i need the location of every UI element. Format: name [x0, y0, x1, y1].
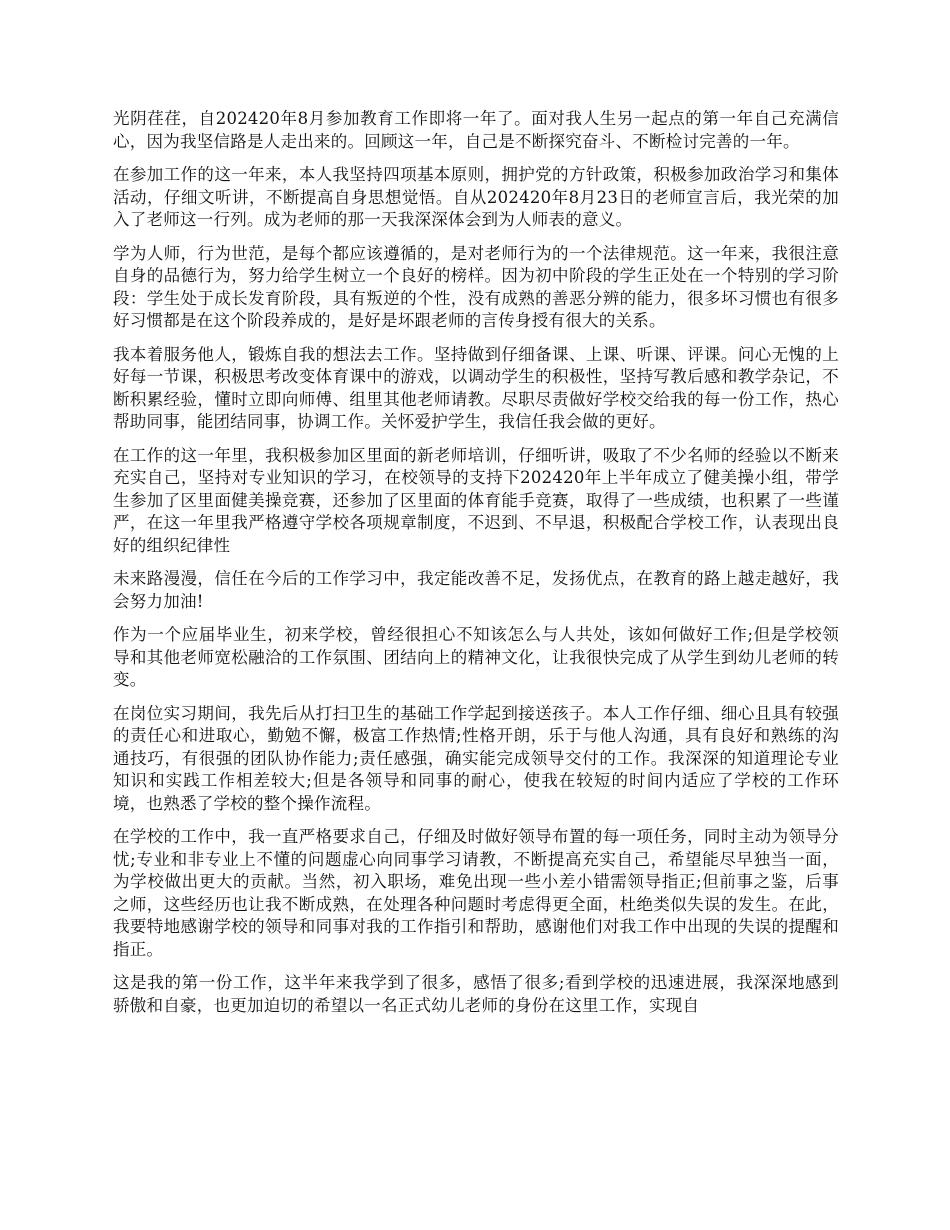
document-body	[113, 108, 839, 1028]
paragraph-1: 光阴荏荏，自202420年8月参加教育工作即将一年了。面对我人生另一起点的第一年自己充满信心，因为我坚信路是人走出来的。回顾这一年，自己是不断探究奋斗、不断检讨完善的一年。	[113, 109, 839, 151]
paragraph-3: 学为人师，行为世范，是每个都应该遵循的，是对老师行为的一个法律规范。这一年来，我很注意自身的品德行为，努力给学生树立一个良好的榜样。因为初中阶段的学生正处在一个特别的学习阶段：学生处于成长发育阶段，具有叛逆的个性，没有成熟的善恶分辨的能力，很多坏习惯也有很多好习惯都是在这个阶段养成的，是好是坏跟老师的言传身授有很大的关系。	[113, 243, 839, 330]
paragraph-7: 作为一个应届毕业生，初来学校，曾经很担心不知该怎么与人共处，该如何做好工作;但是学校领导和其他老师宽松融洽的工作氛围、团结向上的精神文化，让我很快完成了从学生到幼儿老师的转变。	[113, 625, 839, 689]
paragraph-4: 我本着服务他人，锻炼自我的想法去工作。坚持做到仔细备课、上课、听课、评课。问心无愧的上好每一节课，积极思考改变体育课中的游戏，以调动学生的积极性，坚持写教后感和教学杂记，不断积累经验，懂时立即向师傅、组里其他老师请教。尽职尽责做好学校交给我的每一份工作，热心帮助同事，能团结同事，协调工作。关怀爱护学生，我信任我会做的更好。	[113, 344, 839, 431]
paragraph-5: 在工作的这一年里，我积极参加区里面的新老师培训，仔细听讲，吸取了不少名师的经验以不断来充实自己，坚持对专业知识的学习，在校领导的支持下202420年上半年成立了健美操小组，带学生参加了区里面健美操竞赛，还参加了区里面的体育能手竞赛，取得了一些成绩，也积累了一些谨严，在这一年里我严格遵守学校各项规章制度，不迟到、不早退，积极配合学校工作，认表现出良好的组织纪律性	[113, 445, 839, 555]
paragraph-6: 未来路漫漫，信任在今后的工作学习中，我定能改善不足，发扬优点，在教育的路上越走越好，我会努力加油!	[113, 569, 839, 611]
paragraph-9: 在学校的工作中，我一直严格要求自己，仔细及时做好领导布置的每一项任务，同时主动为领导分忧;专业和非专业上不懂的问题虚心向同事学习请教，不断提高充实自己，希望能尽早独当一面，为学校做出更大的贡献。当然，初入职场，难免出现一些小差小错需领导指正;但前事之鉴，后事之师，这些经历也让我不断成熟，在处理各种问题时考虑得更全面，杜绝类似失误的发生。在此，我要特地感谢学校的领导和同事对我的工作指引和帮助，感谢他们对我工作中出现的失误的提醒和指正。	[113, 827, 839, 959]
paragraph-8: 在岗位实习期间，我先后从打扫卫生的基础工作学起到接送孩子。本人工作仔细、细心且具有较强的责任心和进取心，勤勉不懈，极富工作热情;性格开朗，乐于与他人沟通，具有良好和熟练的沟通技巧，有很强的团队协作能力;责任感强，确实能完成领导交付的工作。我深深的知道理论专业知识和实践工作相差较大;但是各领导和同事的耐心，使我在较短的时间内适应了学校的工作环境，也熟悉了学校的整个操作流程。	[113, 703, 839, 813]
paragraph-10: 这是我的第一份工作，这半年来我学到了很多，感悟了很多;看到学校的迅速进展，我深深地感到骄傲和自豪，也更加迫切的希望以一名正式幼儿老师的身份在这里工作，实现自	[113, 973, 839, 1015]
paragraph-2: 在参加工作的这一年来，本人我坚持四项基本原则，拥护党的方针政策，积极参加政治学习和集体活动，仔细文听讲，不断提高自身思想觉悟。自从202420年8月23日的老师宣言后，我光荣的加入了老师这一行列。成为老师的那一天我深深体会到为人师表的意义。	[113, 165, 839, 229]
